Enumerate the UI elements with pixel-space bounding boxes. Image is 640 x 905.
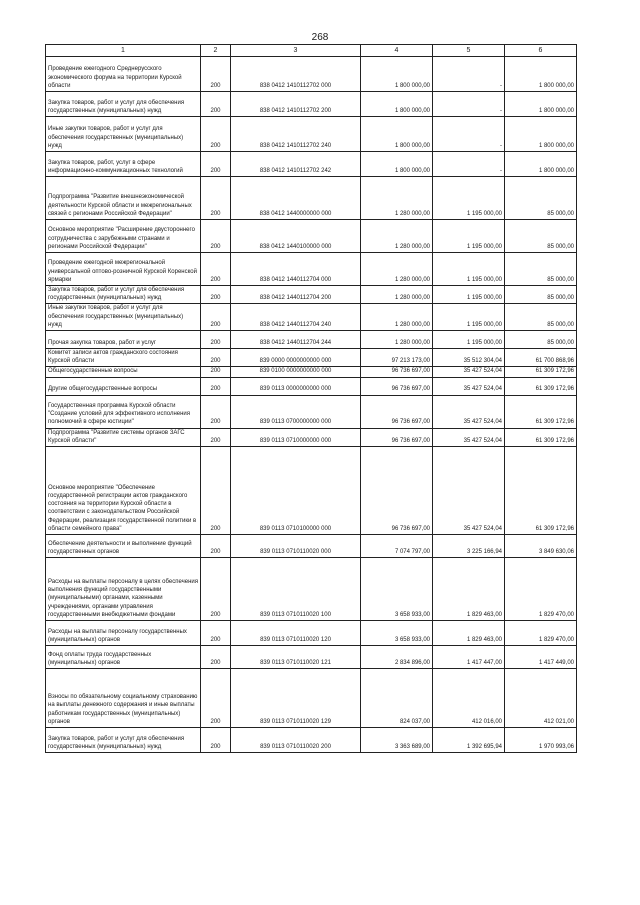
table-row [46, 646, 577, 669]
row-value-6: 85 000,00 [505, 253, 577, 286]
table-row [46, 152, 577, 177]
row-code: 838 0412 1410112702 000 [231, 57, 361, 92]
column-header-6: 6 [505, 45, 577, 57]
row-value-5: 1 195 000,00 [433, 177, 505, 220]
row-value-6: 61 309 172,96 [505, 367, 577, 377]
row-code: 838 0412 1410112702 200 [231, 92, 361, 117]
table-row [46, 253, 577, 286]
row-value-4: 3 363 689,00 [361, 728, 433, 753]
table-row [46, 395, 577, 428]
row-value-5: 35 427 524,04 [433, 428, 505, 446]
row-code: 839 0113 0710000000 000 [231, 428, 361, 446]
row-value-5: 35 427 524,04 [433, 447, 505, 535]
row-name: Фонд оплаты труда государственных (муниципальных) органов [46, 646, 201, 669]
row-column-2: 200 [201, 177, 231, 220]
row-column-2: 200 [201, 286, 231, 304]
row-code: 838 0412 1440112704 240 [231, 304, 361, 331]
row-value-6: 85 000,00 [505, 177, 577, 220]
row-value-4: 96 736 697,00 [361, 395, 433, 428]
row-value-6: 3 849 630,06 [505, 535, 577, 558]
row-value-6: 61 309 172,96 [505, 395, 577, 428]
row-name: Основное мероприятие "Обеспечение государственной регистрации актов гражданского состояния на территории Курской области в соответствии с законодательством Российской Федерации, реализация государственной политики в области семейного права" [46, 447, 201, 535]
row-name: Подпрограмма "Развитие системы органов ЗАГС Курской области" [46, 428, 201, 446]
row-value-6: 1 829 470,00 [505, 621, 577, 646]
row-value-6: 1 970 993,06 [505, 728, 577, 753]
row-column-2: 200 [201, 428, 231, 446]
row-value-4: 3 658 933,00 [361, 621, 433, 646]
row-value-6: 1 800 000,00 [505, 117, 577, 152]
row-value-4: 1 800 000,00 [361, 92, 433, 117]
budget-execution-table [45, 44, 577, 753]
row-value-5: - [433, 152, 505, 177]
row-code: 839 0113 0000000000 000 [231, 377, 361, 395]
row-value-6: 61 309 172,96 [505, 447, 577, 535]
row-column-2: 200 [201, 57, 231, 92]
row-code: 838 0412 1410112702 242 [231, 152, 361, 177]
row-value-5: - [433, 57, 505, 92]
row-value-5: 35 427 524,04 [433, 395, 505, 428]
row-value-5: 1 417 447,00 [433, 646, 505, 669]
row-column-2: 200 [201, 92, 231, 117]
row-code: 839 0000 0000000000 000 [231, 349, 361, 367]
row-name: Обеспечение деятельности и выполнение функций государственных органов [46, 535, 201, 558]
row-value-4: 96 736 697,00 [361, 377, 433, 395]
row-code: 839 0113 0700000000 000 [231, 395, 361, 428]
row-name: Взносы по обязательному социальному страхованию на выплаты денежного содержания и иные выплаты работникам государственных (муниципальных) органов [46, 669, 201, 728]
row-code: 839 0113 0710110020 000 [231, 535, 361, 558]
row-value-4: 1 280 000,00 [361, 286, 433, 304]
row-name: Проведение ежегодной межрегиональной универсальной оптово-розничной Курской Коренской ярмарки [46, 253, 201, 286]
row-value-4: 1 280 000,00 [361, 304, 433, 331]
row-value-6: 85 000,00 [505, 220, 577, 253]
row-name: Иные закупки товаров, работ и услуг для обеспечения государственных (муниципальных) нужд [46, 117, 201, 152]
row-column-2: 200 [201, 253, 231, 286]
table-row [46, 669, 577, 728]
row-value-6: 1 800 000,00 [505, 57, 577, 92]
row-value-4: 3 658 933,00 [361, 558, 433, 621]
row-name: Закупка товаров, работ и услуг для обеспечения государственных (муниципальных) нужд [46, 286, 201, 304]
row-code: 839 0113 0710100000 000 [231, 447, 361, 535]
row-value-6: 1 800 000,00 [505, 92, 577, 117]
row-column-2: 200 [201, 349, 231, 367]
column-header-4: 4 [361, 45, 433, 57]
table-row [46, 220, 577, 253]
row-column-2: 200 [201, 220, 231, 253]
row-code: 839 0113 0710110020 120 [231, 621, 361, 646]
table-row [46, 286, 577, 304]
row-code: 839 0113 0710110020 121 [231, 646, 361, 669]
row-code: 838 0412 1440112704 000 [231, 253, 361, 286]
table-row [46, 304, 577, 331]
row-code: 838 0412 1440000000 000 [231, 177, 361, 220]
row-name: Комитет записи актов гражданского состояния Курской области [46, 349, 201, 367]
row-value-4: 97 213 173,00 [361, 349, 433, 367]
row-name: Расходы на выплаты персоналу в целях обеспечения выполнения функций государственными (муниципальными) органами, казенными учреждениями, органами управления государственными внебюджетными фондами [46, 558, 201, 621]
row-value-5: 1 195 000,00 [433, 304, 505, 331]
row-value-5: 1 829 463,00 [433, 558, 505, 621]
table-row [46, 535, 577, 558]
row-name: Подпрограмма "Развитие внешнеэкономической деятельности Курской области и межрегиональных связей с регионами Российской Федерации" [46, 177, 201, 220]
row-name: Государственная программа Курской области "Создание условий для эффективного исполнения полномочий в сфере юстиции" [46, 395, 201, 428]
row-column-2: 200 [201, 728, 231, 753]
table-row [46, 621, 577, 646]
row-name: Закупка товаров, работ и услуг для обеспечения государственных (муниципальных) нужд [46, 92, 201, 117]
row-code: 839 0113 0710110020 200 [231, 728, 361, 753]
row-value-6: 61 700 868,96 [505, 349, 577, 367]
row-value-6: 61 309 172,96 [505, 377, 577, 395]
row-value-5: 35 427 524,04 [433, 377, 505, 395]
table-body [46, 57, 577, 753]
row-name: Общегосударственные вопросы [46, 367, 201, 377]
row-value-5: 412 016,00 [433, 669, 505, 728]
column-header-3: 3 [231, 45, 361, 57]
row-value-5: 1 829 463,00 [433, 621, 505, 646]
table-row [46, 331, 577, 349]
row-column-2: 200 [201, 669, 231, 728]
row-column-2: 200 [201, 447, 231, 535]
row-column-2: 200 [201, 331, 231, 349]
row-value-4: 1 800 000,00 [361, 117, 433, 152]
table-row [46, 117, 577, 152]
row-value-5: 1 195 000,00 [433, 331, 505, 349]
row-code: 839 0113 0710110020 129 [231, 669, 361, 728]
row-value-4: 7 074 797,00 [361, 535, 433, 558]
row-name: Прочая закупка товаров, работ и услуг [46, 331, 201, 349]
row-value-5: 1 195 000,00 [433, 220, 505, 253]
row-value-4: 1 280 000,00 [361, 253, 433, 286]
table-row [46, 428, 577, 446]
row-value-6: 412 021,00 [505, 669, 577, 728]
row-value-5: 1 195 000,00 [433, 253, 505, 286]
row-column-2: 200 [201, 304, 231, 331]
row-value-6: 1 829 470,00 [505, 558, 577, 621]
row-code: 838 0412 1410112702 240 [231, 117, 361, 152]
row-column-2: 200 [201, 152, 231, 177]
row-column-2: 200 [201, 646, 231, 669]
column-header-5: 5 [433, 45, 505, 57]
row-column-2: 200 [201, 395, 231, 428]
header-row [46, 45, 577, 57]
table-row [46, 92, 577, 117]
row-code: 838 0412 1440112704 244 [231, 331, 361, 349]
row-value-6: 1 800 000,00 [505, 152, 577, 177]
row-name: Проведение ежегодного Среднерусского экономического форума на территории Курской области [46, 57, 201, 92]
row-code: 838 0412 1440100000 000 [231, 220, 361, 253]
row-column-2: 200 [201, 367, 231, 377]
row-code: 838 0412 1440112704 200 [231, 286, 361, 304]
row-value-5: 3 225 166,94 [433, 535, 505, 558]
row-column-2: 200 [201, 558, 231, 621]
row-column-2: 200 [201, 621, 231, 646]
row-name: Иные закупки товаров, работ и услуг для обеспечения государственных (муниципальных) нужд [46, 304, 201, 331]
row-value-4: 824 037,00 [361, 669, 433, 728]
row-name: Другие общегосударственные вопросы [46, 377, 201, 395]
row-value-6: 85 000,00 [505, 331, 577, 349]
row-value-4: 96 736 697,00 [361, 428, 433, 446]
page-number: 268 [311, 32, 329, 43]
row-value-4: 2 834 896,00 [361, 646, 433, 669]
row-column-2: 200 [201, 377, 231, 395]
row-value-6: 61 309 172,96 [505, 428, 577, 446]
row-value-6: 85 000,00 [505, 304, 577, 331]
row-value-5: 35 427 524,04 [433, 367, 505, 377]
row-name: Закупка товаров, работ и услуг для обеспечения государственных (муниципальных) нужд [46, 728, 201, 753]
row-column-2: 200 [201, 535, 231, 558]
row-column-2: 200 [201, 117, 231, 152]
column-header-2: 2 [201, 45, 231, 57]
row-value-4: 1 800 000,00 [361, 152, 433, 177]
row-code: 839 0113 0710110020 100 [231, 558, 361, 621]
row-name: Основное мероприятие "Расширение двустороннего сотрудничества с зарубежными странами и регионами Российской Федерации" [46, 220, 201, 253]
row-value-4: 1 280 000,00 [361, 220, 433, 253]
row-value-4: 1 280 000,00 [361, 177, 433, 220]
table-row [46, 367, 577, 377]
table-row [46, 377, 577, 395]
table-row [46, 349, 577, 367]
row-value-5: 1 392 695,94 [433, 728, 505, 753]
row-value-5: 1 195 000,00 [433, 286, 505, 304]
row-value-5: - [433, 117, 505, 152]
row-value-4: 96 736 697,00 [361, 447, 433, 535]
table-row [46, 558, 577, 621]
row-value-4: 1 800 000,00 [361, 57, 433, 92]
row-value-5: 35 512 304,04 [433, 349, 505, 367]
row-code: 839 0100 0000000000 000 [231, 367, 361, 377]
row-value-5: - [433, 92, 505, 117]
table-row [46, 728, 577, 753]
row-name: Расходы на выплаты персоналу государственных (муниципальных) органов [46, 621, 201, 646]
table-row [46, 57, 577, 92]
row-name: Закупка товаров, работ, услуг в сфере информационно-коммуникационных технологий [46, 152, 201, 177]
column-header-1: 1 [46, 45, 201, 57]
row-value-6: 1 417 449,00 [505, 646, 577, 669]
row-value-6: 85 000,00 [505, 286, 577, 304]
row-value-4: 96 736 697,00 [361, 367, 433, 377]
row-value-4: 1 280 000,00 [361, 331, 433, 349]
table-row [46, 447, 577, 535]
table-row [46, 177, 577, 220]
